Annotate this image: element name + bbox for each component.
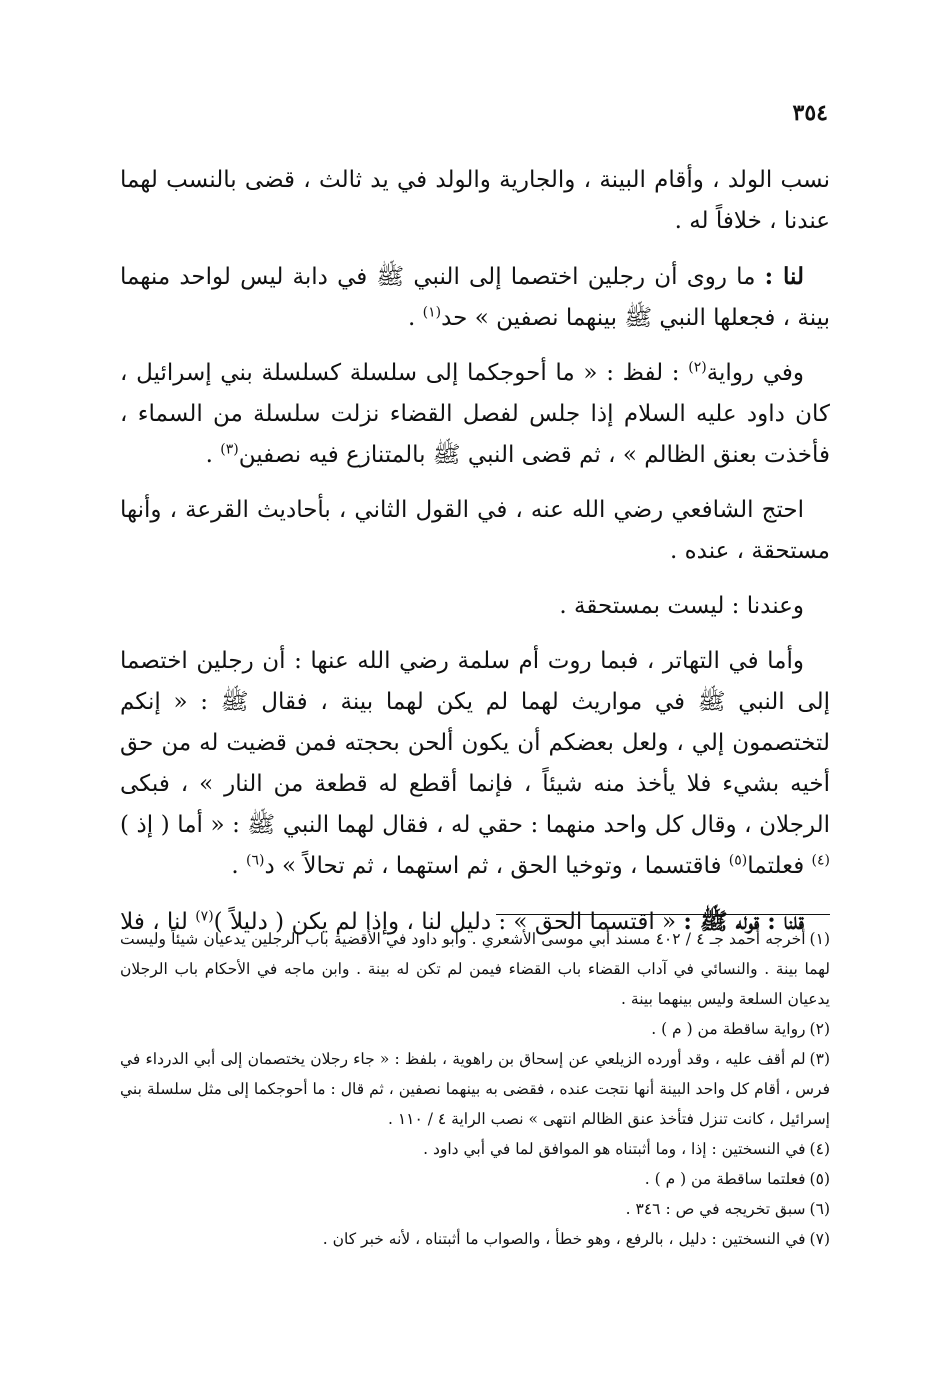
footnote-number: (٣) <box>809 1050 830 1068</box>
footnote-number: (٦) <box>809 1200 830 1218</box>
footnote-2 <box>120 1014 830 1044</box>
footnote-text: في النسختين : إذا ، وما أثبتناه هو الموافق لما في أبي داود . <box>423 1140 806 1158</box>
paragraph-7-text-b: لنا ، فلا <box>120 909 196 935</box>
footnote-text: فعلتما ساقطة من ( م ) . <box>644 1170 806 1188</box>
page-number: ٣٥٤ <box>792 100 828 126</box>
paragraph-7-text-a: « اقتسما الحق » : دليل لنا ، وإذا لم يكن ( دليلاً ) <box>213 909 684 935</box>
footnote-text: سبق تخريجه في ص : ٣٤٦ . <box>625 1200 806 1218</box>
paragraph-6-text-a: وأما في التهاتر ، فبما روت أم سلمة رضي الله عنها : أن رجلين اختصما إلى النبي ﷺ في مواريث لهما لم يكن لهما بينة ، فقال ﷺ : « إنكم لتختصمون إلي ، ولعل بعضكم أن يكون ألحن بحجته فمن قضيت له من حق أخيه بشيء فلا يأخذ منه شيئاً ، فإنما أقطع له قطعة من النار » ، فبكى الرجلان ، وقال كل واحد منهما : حقي له ، فقال لهما النبي ﷺ : « أما ( إذ ) <box>120 648 830 838</box>
footnote-7 <box>120 1224 830 1254</box>
paragraph-6-text-b: فعلتما <box>747 853 812 879</box>
footnote-ref-4[interactable]: (٤) <box>811 852 830 869</box>
paragraph-3 <box>120 353 830 476</box>
footnote-3 <box>120 1044 830 1134</box>
paragraph-4 <box>120 490 830 572</box>
paragraph-6-end: . <box>231 853 246 879</box>
paragraph-1 <box>120 160 830 242</box>
paragraph-6 <box>120 641 830 887</box>
footnote-ref-6[interactable]: (٦) <box>245 852 265 869</box>
footnote-text: لم أقف عليه ، وقد أورده الزيلعي عن إسحاق بن راهوية ، بلفظ : « جاء رجلان يختصمان إلى أبي الدرداء في فرس ، أقام كل واحد البينة أنها نتجت عنده ، فقضى به بينهما نصفين ، ثم قال : ما أحوجكما إلى مثل سلسلة بني إسرائيل ، كانت تنزل فتأخذ عنق الظالم انتهى » نصب الراية ٤ / ١١٠ . <box>120 1050 830 1128</box>
paragraph-6-text-c: فاقتسما ، وتوخيا الحق ، ثم استهما ، ثم تحالاً » د <box>264 853 729 879</box>
footnote-ref-1[interactable]: (١) <box>422 304 442 321</box>
paragraph-3-text-b: : لفظ : « ما أحوجكما إلى سلسلة كسلسلة بني إسرائيل ، كان داود عليه السلام إذا جلس لفصل القضاء نزلت سلسلة من السماء ، فأخذت بعنق الظالم » ، ثم قضى النبي ﷺ بالمتنازع فيه نصفين <box>120 360 830 468</box>
paragraph-1-text: نسب الولد ، وأقام البينة ، والجارية والولد في يد ثالث ، قضى بالنسب لهما عندنا ، خلافاً له . <box>120 167 830 234</box>
paragraph-2-end: . <box>408 305 423 331</box>
paragraph-4-text: احتج الشافعي رضي الله عنه ، في القول الثاني ، بأحاديث القرعة ، وأنها مستحقة ، عنده . <box>120 497 830 564</box>
footnote-text: في النسختين : دليل ، بالرفع ، وهو خطأ ، والصواب ما أثبتناه ، لأنه خبر كان . <box>322 1230 806 1248</box>
footnote-ref-2[interactable]: (٢) <box>688 359 707 376</box>
footnote-separator <box>496 914 830 915</box>
footnote-5 <box>120 1164 830 1194</box>
footnote-text: رواية ساقطة من ( م ) . <box>651 1020 806 1038</box>
paragraph-3-end: . <box>205 442 221 468</box>
main-text <box>120 160 830 949</box>
paragraph-3-text-a: وفي رواية <box>706 360 804 386</box>
footnote-4 <box>120 1134 830 1164</box>
footnote-number: (٥) <box>809 1170 830 1188</box>
paragraph-5-text: وعندنا : ليست بمستحقة . <box>559 593 804 619</box>
paragraph-7-lead: قلنا : قوله ﷺ : <box>683 908 804 935</box>
footnote-ref-3[interactable]: (٣) <box>220 441 239 458</box>
paragraph-2-text: ما روى أن رجلين اختصما إلى النبي ﷺ في دابة ليس لواحد منهما بينة ، فجعلها النبي ﷺ بينهما نصفين » حد <box>120 264 830 331</box>
footnote-ref-5[interactable]: (٥) <box>728 852 748 869</box>
footnote-6 <box>120 1194 830 1224</box>
footnote-number: (١) <box>809 930 830 948</box>
footnote-number: (٧) <box>809 1230 830 1248</box>
footnote-ref-7[interactable]: (٧) <box>195 908 214 925</box>
footnote-text: أخرجه أحمد جـ ٤ / ٤٠٢ مسند أبي موسى الأشعري . وأبو داود في الأقضية باب الرجلين يدعيان شيئاً وليست لهما بينة . والنسائي في آداب القضاء باب القضاء فيمن لم تكن له بينة . وابن ماجه في الأحكام باب الرجلان يدعيان السلعة وليس بينهما بينة . <box>120 930 830 1008</box>
footnotes-list <box>120 924 830 1254</box>
footnote-number: (٤) <box>809 1140 830 1158</box>
paragraph-5 <box>120 586 830 627</box>
footnote-number: (٢) <box>809 1020 830 1038</box>
paragraph-2-lead: لنا : <box>764 263 804 290</box>
paragraph-2 <box>120 256 830 339</box>
footnote-1 <box>120 924 830 1014</box>
